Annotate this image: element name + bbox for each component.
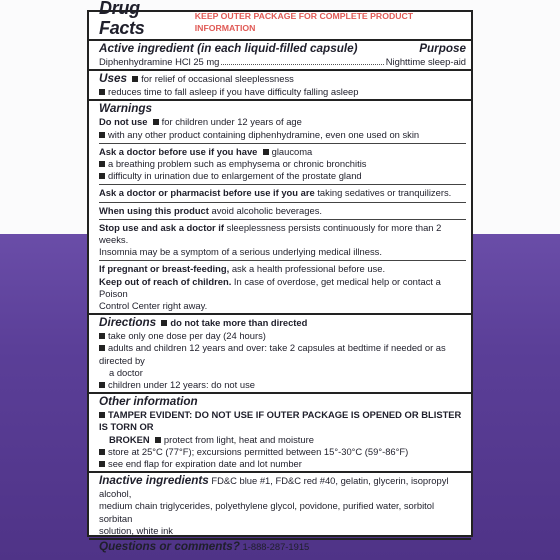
directions-item: adults and children 12 years and over: take 2 capsules at bedtime if needed or as directed by (99, 342, 446, 366)
inactive-ingredients-section (99, 474, 466, 537)
warning-item: Insomnia may be a symptom of a serious underlying medical illness. (99, 246, 382, 258)
inactive-ingredients-heading: Inactive ingredients (99, 474, 209, 488)
inactive-ingredients-text: medium chain triglycerides, polyethylene glycol, povidone, purified water, sorbitol sorbitan (99, 500, 435, 524)
warning-item: for children under 12 years of age (161, 116, 302, 128)
divider (99, 219, 466, 220)
directions-item: a doctor (109, 366, 143, 378)
directions-section (99, 316, 466, 391)
warning-item: avoid alcoholic beverages. (211, 204, 322, 216)
do-not-use-label: Do not use (99, 116, 148, 128)
bullet-icon (99, 333, 105, 339)
divider (99, 202, 466, 203)
bullet-icon (132, 76, 138, 82)
tamper-broken-text: BROKEN (109, 433, 150, 445)
other-item: see end flap for expiration date and lot number (108, 458, 302, 470)
pregnant-label: If pregnant or breast-feeding, (99, 263, 230, 275)
other-information-section (99, 395, 466, 470)
warning-item: Control Center right away. (99, 300, 208, 312)
directions-heading: Directions (99, 316, 157, 330)
divider (89, 99, 471, 101)
warnings-section (99, 102, 466, 312)
active-ingredient-heading: Active ingredient (in each liquid-filled capsule) (99, 42, 358, 55)
bullet-icon (161, 320, 167, 326)
bullet-icon (99, 161, 105, 167)
inactive-ingredients-text: solution, white ink (99, 524, 173, 536)
inactive-ingredients-text: FD&C blue #1, FD&C red #40, gelatin, glycerin, isopropyl alcohol, (99, 475, 449, 500)
warning-item: difficulty in urination due to enlargement of the prostate gland (108, 170, 362, 182)
warning-item: with any other product containing diphenhydramine, even one used on skin (108, 128, 420, 140)
warning-item: glaucoma (271, 145, 313, 157)
active-ingredient-value: Diphenhydramine HCl 25 mg (99, 56, 220, 67)
keep-package-notice: KEEP OUTER PACKAGE FOR COMPLETE PRODUCT INFORMATION (194, 11, 414, 33)
stop-use-label: Stop use and ask a doctor if (99, 221, 225, 233)
bullet-icon (99, 173, 105, 179)
ask-pharmacist-label: Ask a doctor or pharmacist before use if you are (99, 187, 315, 199)
warning-item: sleeplessness persists continuously for more than 2 weeks. (99, 221, 442, 246)
directions-intro: do not take more than directed (170, 317, 308, 329)
bullet-icon (99, 89, 105, 95)
keep-out-of-reach-label: Keep out of reach of children. (99, 275, 232, 287)
uses-item: for relief of occasional sleeplessness (141, 73, 294, 85)
bullet-icon (155, 437, 161, 443)
divider (89, 471, 471, 473)
bullet-icon (99, 132, 105, 138)
ask-doctor-label: Ask a doctor before use if you have (99, 145, 258, 157)
bullet-icon (99, 461, 105, 467)
divider (89, 392, 471, 394)
warning-item: ask a health professional before use. (231, 263, 386, 275)
directions-item: children under 12 years: do not use (108, 379, 255, 391)
divider (99, 143, 466, 144)
other-item: protect from light, heat and moisture (163, 433, 314, 445)
active-ingredient-section (99, 42, 466, 68)
divider (99, 184, 466, 185)
bullet-icon (99, 345, 105, 351)
warning-item: a breathing problem such as emphysema or chronic bronchitis (108, 158, 367, 170)
other-information-heading: Other information (99, 395, 198, 409)
divider (99, 260, 466, 261)
divider (89, 69, 471, 71)
drug-facts-panel (87, 0, 473, 554)
leader-dots (221, 64, 383, 65)
purpose-heading: Purpose (419, 42, 466, 55)
warning-item: In case of overdose, get medical help or contact a Poison (99, 275, 441, 299)
uses-heading: Uses (99, 72, 127, 86)
purpose-value: Nighttime sleep-aid (385, 56, 466, 67)
tamper-evident-text: TAMPER EVIDENT: DO NOT USE IF OUTER PACKAGE IS OPENED OR BLISTER IS TORN OR (99, 409, 462, 433)
directions-item: take only one dose per day (24 hours) (108, 330, 266, 342)
bullet-icon (153, 119, 159, 125)
questions-heading: Questions or comments? (99, 540, 240, 554)
bullet-icon (99, 449, 105, 455)
when-using-label: When using this product (99, 204, 209, 216)
drug-facts-title: Drug Facts (99, 0, 145, 38)
phone-number: 1-888-287-1915 (242, 541, 310, 553)
questions-section (99, 541, 466, 553)
bullet-icon (99, 412, 105, 418)
bullet-icon (99, 382, 105, 388)
uses-item: reduces time to fall asleep if you have difficulty falling asleep (108, 86, 359, 98)
bullet-icon (263, 149, 269, 155)
other-item: store at 25°C (77°F); excursions permitted between 15°-30°C (59°-86°F) (108, 445, 409, 457)
divider (89, 313, 471, 315)
divider (89, 39, 471, 41)
drug-facts-header (99, 0, 466, 38)
warnings-heading: Warnings (99, 102, 153, 116)
uses-section (99, 72, 466, 98)
warning-item: taking sedatives or tranquilizers. (317, 187, 452, 199)
